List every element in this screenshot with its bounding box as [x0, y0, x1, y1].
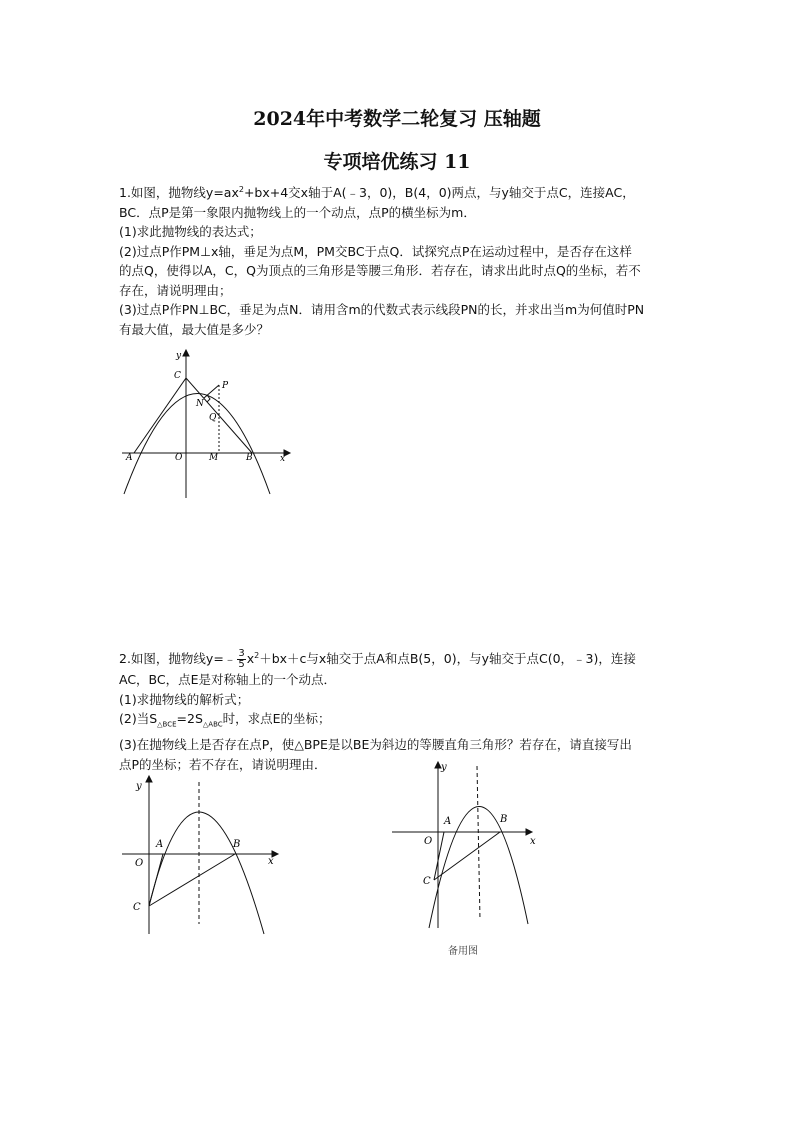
- figure-2-parabola: [118, 772, 288, 937]
- problem-2: [119, 646, 701, 774]
- problem-1-text: 1.如图，抛物线y=ax: [119, 185, 239, 201]
- label-B: B: [233, 839, 241, 850]
- problem-1-part-2: (2)过点P作PM⊥x轴，垂足为点M，PM交BC于点Q．试探究点P在运动过程中，是否存在这样: [119, 243, 632, 259]
- label-y: y: [136, 781, 142, 792]
- problem-2-text: ＋bx＋c与x轴交于点A和点B(5，0)，与y轴交于点C(0，﹣3)，连接: [259, 651, 636, 667]
- problem-1: [119, 180, 701, 339]
- subscript: △BCE: [157, 720, 177, 729]
- problem-1-part-2-cont: 存在，请说明理由；: [119, 282, 232, 298]
- problem-1-line-1: [119, 180, 701, 203]
- parabola-curve: [149, 812, 264, 934]
- segment-PN: [204, 385, 219, 398]
- y-axis-arrow: [146, 776, 152, 782]
- problem-2-text: 2.如图，抛物线y=﹣: [119, 651, 237, 667]
- problem-1-line-2: BC．点P是第一象限内抛物线上的一个动点，点P的横坐标为m．: [119, 204, 476, 220]
- problem-2-text: (2)当S: [119, 711, 158, 727]
- problem-2-text: =2S: [176, 711, 203, 727]
- figure-1-parabola: [118, 348, 300, 500]
- label-M: M: [209, 453, 219, 463]
- label-A: A: [156, 839, 164, 850]
- label-y: y: [176, 351, 182, 361]
- label-x: x: [268, 856, 274, 867]
- label-y: y: [441, 762, 447, 773]
- problem-1-part-1: (1)求此抛物线的表达式；: [119, 224, 262, 240]
- exponent: 2: [238, 185, 244, 194]
- label-O: O: [175, 453, 183, 463]
- label-C: C: [133, 902, 141, 913]
- problem-1-part-3-cont: 有最大值，最大值是多少？: [119, 321, 270, 337]
- label-O: O: [424, 836, 433, 847]
- fraction-numerator: 3: [238, 648, 245, 660]
- label-O: O: [135, 858, 144, 869]
- problem-2-text: 时，求点E的坐标；: [222, 711, 331, 727]
- label-A: A: [444, 816, 452, 827]
- problem-1-part-3: (3)过点P作PN⊥BC，垂足为点N．请用含m的代数式表示线段PN的长，并求出当m为何值时PN: [119, 302, 645, 318]
- problem-2-part-3: (3)在抛物线上是否存在点P，使△BPE是以BE为斜边的等腰直角三角形？若存在，请直接写出: [119, 737, 632, 753]
- label-Q: Q: [209, 413, 217, 423]
- axis-of-symmetry: [477, 766, 480, 920]
- figure-caption: 备用图: [448, 946, 478, 957]
- problem-2-part-1: (1)求抛物线的解析式；: [119, 691, 250, 707]
- label-x: x: [280, 454, 286, 464]
- label-C: C: [423, 876, 431, 887]
- problem-2-part-2: [119, 709, 701, 735]
- page-subtitle: 专项培优练习 11: [323, 151, 471, 173]
- problem-1-part-2-cont: 的点Q，使得以A，C，Q为顶点的三角形是等腰三角形．若存在，请求出此时点Q的坐标，若不: [119, 263, 641, 279]
- segment-BC: [434, 832, 500, 880]
- exponent: 2: [254, 651, 260, 660]
- problem-2-line-2: AC，BC，点E是对称轴上的一个动点．: [119, 672, 337, 688]
- fraction: [237, 649, 245, 670]
- figure-3-parabola: [388, 758, 548, 938]
- label-B: B: [246, 453, 253, 463]
- x-axis-arrow: [526, 829, 532, 835]
- page-title: 2024年中考数学二轮复习 压轴题: [253, 108, 541, 130]
- segment-AC: [149, 854, 163, 906]
- label-B: B: [500, 814, 508, 825]
- fraction-denominator: 5: [238, 659, 245, 671]
- subscript: △ABC: [202, 720, 223, 729]
- label-x: x: [530, 836, 536, 847]
- segment-AC: [134, 378, 186, 453]
- y-axis-arrow: [183, 350, 189, 356]
- problem-2-line-1: [119, 646, 701, 670]
- label-N: N: [196, 399, 204, 409]
- problem-2-text: x: [246, 651, 255, 667]
- label-C: C: [174, 371, 181, 381]
- problem-2-part-3-cont: 点P的坐标；若不存在，请说明理由．: [119, 756, 327, 772]
- label-P: P: [222, 381, 229, 391]
- problem-1-text: +bx+4交x轴于A(﹣3，0)，B(4，0)两点，与y轴交于点C，连接AC，: [243, 185, 635, 201]
- label-A: A: [126, 453, 133, 463]
